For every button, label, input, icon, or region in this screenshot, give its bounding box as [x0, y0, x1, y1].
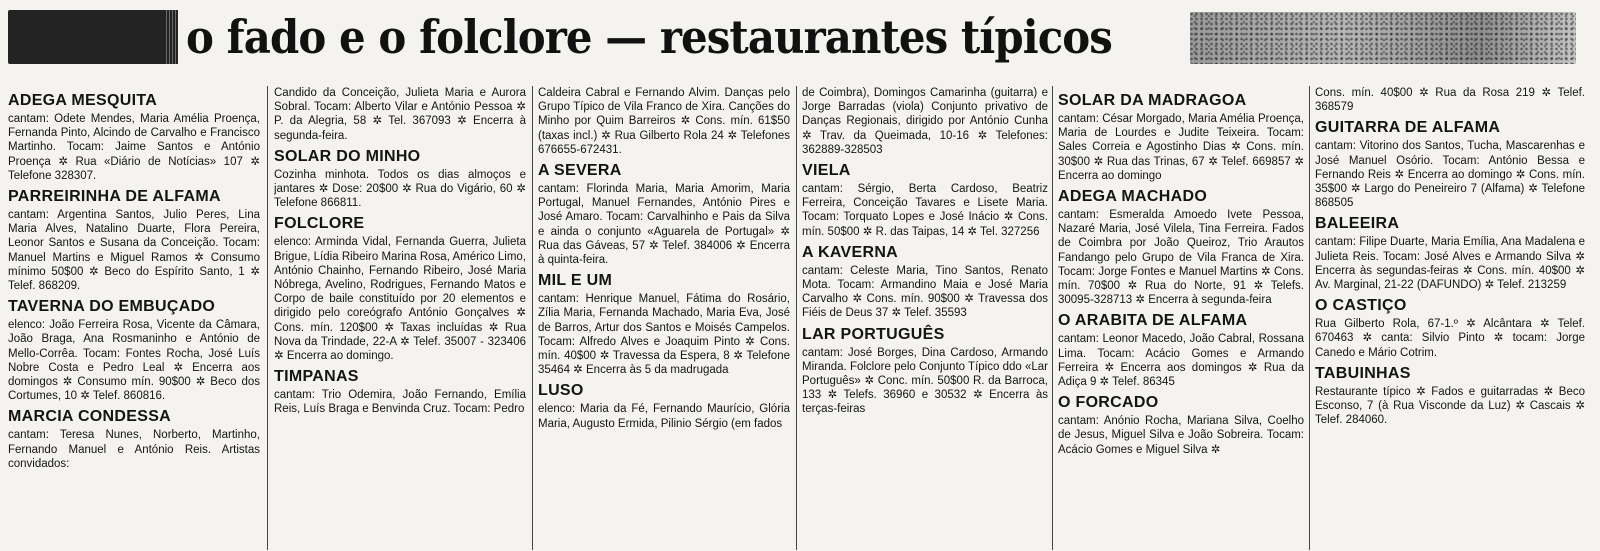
restaurant-name: LUSO	[538, 382, 584, 400]
restaurant-name: TABUINHAS	[1315, 364, 1411, 382]
restaurant-details: cantam: José Borges, Dina Cardoso, Armando Miranda. Folclore pelo Conjunto Típico ddo «Lar Português» ✲ Conc. mín. 50$00 R. da Barroca, 133 ✲ Telefs. 36960 e 30532 ✲ Encerra às terças-feiras	[802, 346, 1048, 416]
restaurant-details: cantam: Esmeralda Amoedo Ivete Pessoa, Nazaré Maria, José Vilela, Tina Ferreira. Fados de Coimbra por João Queiroz, Trio Arautos Fandango pelo Grupo de Vila Franca de Xira. Tocam: Jorge Fontes e Manuel Martins ✲ Cons. mín. 70$00 ✲ Rua do Norte, 91 ✲ Telefs. 30095-328713 ✲ Encerra à segunda-feira	[1058, 209, 1304, 307]
column-4	[802, 86, 1048, 550]
column-divider	[267, 86, 268, 550]
restaurant-details: cantam: César Morgado, Maria Amélia Proença, Maria de Lourdes e Judite Teixeira. Tocam: Sales Correia e Agostinho Dias ✲ Cons. mín. 30$00 ✲ Rua das Trinas, 67 ✲ Telef. 669857 ✲ Encerra ao domingo	[1058, 113, 1304, 182]
listings-columns	[8, 86, 1592, 550]
restaurant-name: O FORCADO	[1058, 394, 1159, 412]
column-divider	[1309, 86, 1310, 550]
continued-text: Cons. mín. 40$00 ✲ Rua da Rosa 219 ✲ Telef. 368579	[1315, 87, 1585, 114]
restaurant-details: cantam: Odete Mendes, Maria Amélia Proença, Fernanda Pinto, Alcindo de Carvalho e Francisco Martinho. Tocam: Jaime Santos e António Proença ✲ Rua «Diário de Notícias» 107 ✲ Telefone 328307.	[8, 113, 260, 182]
restaurant-details: cantam: Sérgio, Berta Cardoso, Beatriz Ferreira, Conceição Tavares e Lisete Maria. Tocam: Torquato Lopes e José Inácio ✲ Cons. mín. 50$00 ✲ R. das Taipas, 14 ✲ Tel. 327256	[802, 183, 1048, 238]
restaurant-name: A SEVERA	[538, 162, 622, 180]
section-title: o fado e o folclore — restaurantes típicos	[186, 10, 1112, 64]
continued-text: Candido da Conceição, Julieta Maria e Aurora Sobral. Tocam: Alberto Vilar e António Pessoa ✲ P. da Alegria, 58 ✲ Tel. 367093 ✲ Encerra à segunda-feira.	[274, 87, 526, 142]
column-2	[274, 86, 526, 550]
header-decorative-block-right	[1190, 12, 1576, 64]
restaurant-name: TAVERNA DO EMBUÇADO	[8, 298, 216, 316]
restaurant-name: LAR PORTUGUÊS	[802, 325, 945, 343]
restaurant-name: O ARABITA DE ALFAMA	[1058, 312, 1248, 330]
restaurant-name: ADEGA MACHADO	[1058, 188, 1208, 206]
restaurant-details: elenco: Arminda Vidal, Fernanda Guerra, Julieta Brigue, Lídia Ribeiro Marina Rosa, Américo Limo, António Chainho, Fernando Ribeiro, José Maria Nóbrega, Avelino, Rodrigues, Fernando Matos e Corpo de baile constituído por 20 elementos e dirigido pelo coreógrafo António Gonçalves ✲ Cons. mín. 120$00 ✲ Taxas incluídas ✲ Rua Nova da Trindade, 22-A ✲ Telef. 35007 - 323406 ✲ Encerra ao domingo.	[274, 236, 526, 363]
restaurant-name: BALEEIRA	[1315, 215, 1400, 233]
restaurant-details: elenco: João Ferreira Rosa, Vicente da Câmara, João Braga, Ana Rosmaninho e António de Mello-Corrêa. Tocam: Fontes Rocha, José Luís Nobre Costa e Pedro Leal ✲ Encerra aos domingos ✲ Consumo mín. 90$00 ✲ Beco dos Cortumes, 10 ✲ Telef. 860816.	[8, 319, 260, 403]
restaurant-name: MIL E UM	[538, 272, 613, 290]
restaurant-name: SOLAR DO MINHO	[274, 147, 421, 165]
restaurant-name: VIELA	[802, 162, 851, 180]
restaurant-details: cantam: Florinda Maria, Maria Amorim, Maria Portugal, Manuel Fernandes, António Pires e José Amaro. Tocam: Carvalhinho e Pais da Silva e ainda o conjunto «Aguarela de Portugal» ✲ Rua das Gáveas, 57 ✲ Telef. 384006 ✲ Encerra à quinta-feira.	[538, 183, 790, 267]
restaurant-details: elenco: Maria da Fé, Fernando Maurício, Glória Maria, Augusto Ermida, Pilinio Sérgio (em fados	[538, 403, 790, 430]
restaurant-details: Cozinha minhota. Todos os dias almoços e jantares ✲ Dose: 20$00 ✲ Rua do Vigário, 60 ✲ Telefone 866811.	[274, 168, 526, 210]
restaurant-details: cantam: Leonor Macedo, João Cabral, Rossana Lima. Tocam: Acácio Gomes e Armando Ferreira ✲ Encerra aos domingos ✲ Rua da Adiça 9 ✲ Telef. 86345	[1058, 333, 1304, 389]
restaurant-details: cantam: Henrique Manuel, Fátima do Rosário, Zília Maria, Fernanda Machado, Maria Eva, José de Barros, Artur dos Santos e Moisés Campelos. Tocam: Alfredo Alves e Joaquim Pinto ✲ Cons. mín. 40$00 ✲ Travessa da Espera, 8 ✲ Telefone 35464 ✲ Encerra às 5 da madrugada	[538, 293, 790, 377]
restaurant-name: ADEGA MESQUITA	[8, 92, 158, 109]
column-1	[8, 86, 260, 550]
column-5	[1058, 86, 1304, 550]
restaurant-details: cantam: Vitorino dos Santos, Tucha, Mascarenhas e José Manuel Osório. Tocam: António Bessa e Fernando Reis ✲ Encerra ao domingo ✲ Cons. mín. 35$00 ✲ Largo do Peneireiro 7 (Alfama) ✲ Telefone 868505	[1315, 140, 1585, 210]
restaurant-name: GUITARRA DE ALFAMA	[1315, 119, 1501, 137]
restaurant-name: FOLCLORE	[274, 215, 365, 233]
restaurant-details: cantam: Anónio Rocha, Mariana Silva, Coelho de Jesus, Miguel Silva e João Sobreira. Tocam: Acácio Gomes e Miguel Silva ✲	[1058, 415, 1304, 456]
header-decorative-block-left	[8, 10, 178, 64]
restaurant-details: cantam: Filipe Duarte, Maria Emília, Ana Madalena e Julieta Reis. Tocam: José Alves e Armando Silva ✲ Encerra às segundas-feiras ✲ Cons. mín. 40$00 ✲ Av. Marginal, 21-22 (DAFUNDO) ✲ Telef. 213259	[1315, 236, 1585, 292]
restaurant-details: cantam: Trio Odemira, João Fernando, Emília Reis, Luís Braga e Benvinda Cruz. Tocam: Pedro	[274, 389, 526, 416]
restaurant-details: Restaurante típico ✲ Fados e guitarradas ✲ Beco Esconso, 7 (à Rua Visconde da Luz) ✲ Cascais ✲ Telef. 284060.	[1315, 385, 1585, 427]
restaurant-name: A KAVERNA	[802, 243, 899, 261]
column-6	[1315, 86, 1585, 550]
restaurant-details: Rua Gilberto Rola, 67-1.º ✲ Alcântara ✲ Telef. 670463 ✲ canta: Silvio Pinto ✲ tocam: Jorge Canedo e Mário Cotrim.	[1315, 318, 1585, 359]
continued-text: de Coimbra), Domingos Camarinha (guitarra) e Jorge Barradas (viola) Conjunto privativo de Danças Regionais, dirigido por António Cunha ✲ Trav. da Queimada, 10-16 ✲ Telefones: 362889-328503	[802, 87, 1048, 156]
restaurant-details: cantam: Celeste Maria, Tino Santos, Renato Mota. Tocam: Armandino Maia e José Maria Carvalho ✲ Cons. mín. 90$00 ✲ Travessa dos Fiéis de Deus 37 ✲ Telef. 35593	[802, 264, 1048, 320]
column-divider	[1052, 86, 1053, 550]
restaurant-name: TIMPANAS	[274, 368, 359, 386]
restaurant-name: PARREIRINHA DE ALFAMA	[8, 188, 221, 206]
section-header	[8, 4, 1592, 68]
column-3	[538, 86, 790, 550]
column-divider	[796, 86, 797, 550]
column-divider	[532, 86, 533, 550]
continued-text: Caldeira Cabral e Fernando Alvim. Danças pelo Grupo Típico de Vila Franco de Xira. Canções do Minho por Quim Barreiros ✲ Cons. mín. 61$50 (taxas incl.) ✲ Rua Gilberto Rola 24 ✲ Telefones 676655-672431.	[538, 87, 790, 156]
restaurant-name: MARCIA CONDESSA	[8, 408, 172, 426]
restaurant-name: O CASTIÇO	[1315, 297, 1407, 315]
restaurant-details: cantam: Teresa Nunes, Norberto, Martinho, Fernando Manuel e António Reis. Artistas convidados:	[8, 429, 260, 470]
restaurant-name: SOLAR DA MADRAGOA	[1058, 92, 1247, 109]
restaurant-details: cantam: Argentina Santos, Julio Peres, Lina Maria Alves, Natalino Duarte, Flora Pereira, Leonor Santos e Susana da Conceição. Tocam: Manuel Martins e Miguel Ramos ✲ Consumo mínimo 50$00 ✲ Beco do Espírito Santo, 1 ✲ Telef. 868209.	[8, 209, 260, 293]
